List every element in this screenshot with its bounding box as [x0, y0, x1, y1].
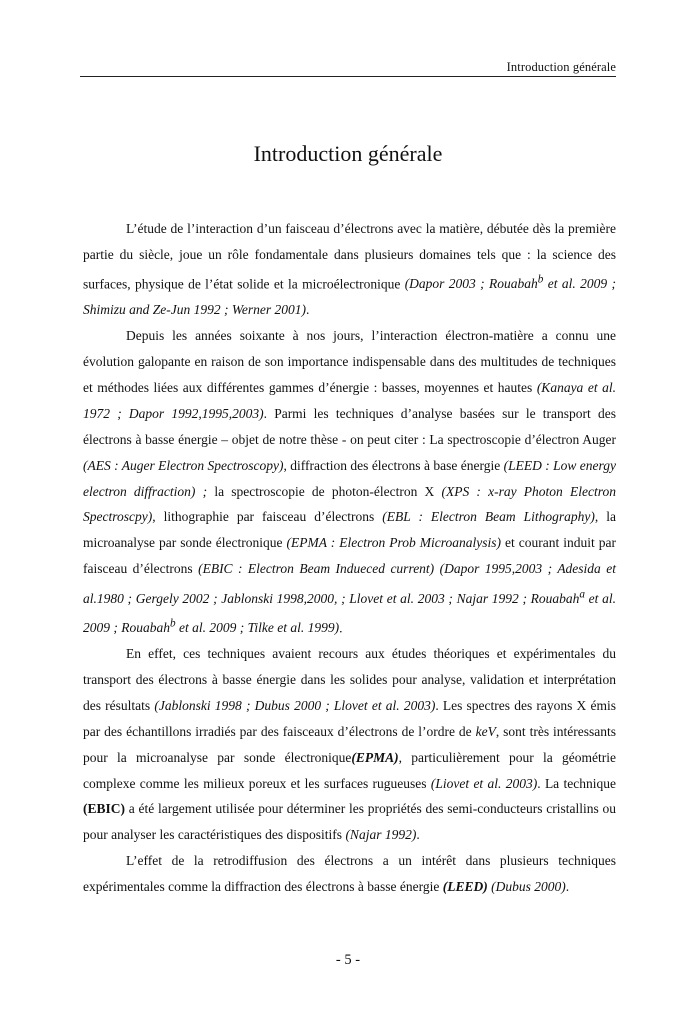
text-run: En effet, ces techniques avaient recours aux études théoriques et expérimentales du transport des électrons à basse énergie dans les solides pour analyse, validation et interprétation des résultats [83, 646, 616, 713]
page-title: Introduction générale [253, 141, 443, 166]
unit-kev: keV [475, 723, 496, 739]
text-run: . [416, 827, 420, 843]
body-text [83, 216, 616, 900]
superscript: a [579, 588, 585, 601]
citation: (Liovet et al. 2003) [430, 775, 538, 791]
superscript: b [170, 617, 176, 630]
acronym-epma: (EPMA : Electron Prob Microanalysis) [286, 535, 501, 551]
text-run: L’effet de la retrodiffusion des électrons a un intérêt dans plusieurs techniques expérimentales comme la diffraction des électrons à basse énergie [83, 853, 616, 895]
page-number: - 5 - [335, 952, 361, 968]
citation: (Dapor 2003 ; Rouabah$^b$ et al. 2009 ; Shimizu and Ze-Jun 1992 ; Werner 2001) [83, 273, 616, 318]
superscript: b [537, 273, 544, 286]
text-run: , la microanalyse par sonde électronique [83, 509, 616, 551]
acronym-leed: (LEED : Low energy electron diffraction) ; [83, 457, 617, 499]
running-header: Introduction générale [506, 60, 616, 74]
text-run: la spectroscopie de photon-électron X [207, 483, 442, 499]
text-run: . [305, 302, 310, 318]
text-run: . Les spectres des rayons X émis par des échantillons irradiés par des faisceaux d’électrons de l’ordre de [83, 697, 616, 739]
acronym-ebl: (EBL : Electron Beam Lithography) [382, 509, 595, 525]
text-run: et courant induit par faisceau d’électrons [83, 535, 617, 577]
header-rule [80, 76, 616, 77]
acronym-leed: (LEED) [442, 879, 488, 895]
acronym-ebic: (EBIC) [83, 801, 126, 817]
paragraph-4 [83, 848, 616, 900]
acronym-aes: (AES : Auger Electron Spectroscopy) [83, 457, 284, 473]
paragraph-1 [83, 216, 616, 323]
paragraph-2 [83, 323, 616, 641]
text-run: . La technique [537, 775, 616, 791]
text-run: , sont très intéressants pour la microanalyse par sonde électronique [83, 723, 616, 765]
citation: (Dubus 2000) [491, 879, 566, 895]
text-run: a été largement utilisée pour déterminer les propriétés des semi-conducteurs cristallins ou pour analyser les caractéristiques des dispositifs [83, 801, 616, 843]
citation: (Najar 1992) [345, 827, 417, 843]
text-run: . Parmi les techniques d’analyse basées sur le transport des électrons à basse énergie – objet de notre thèse - on peut citer : La spectroscopie d’électron Auger [83, 405, 616, 447]
text-run: . [565, 879, 570, 895]
text-run: L’étude de l’interaction d’un faisceau d’électrons avec la matière, débutée dès la première partie du siècle, joue un rôle fondamentale dans plusieurs domaines tels que : la science des surfaces, physique de l’état solide et la microélectronique [83, 221, 616, 292]
text-run: Depuis les années soixante à nos jours, l’interaction électron-matière a connu une évolution galopante en raison de son importance indispensable dans des multitudes de techniques et méthodes liées aux différentes gammes d’énergie : basses, moyennes et hautes [83, 328, 616, 395]
acronym-ebic: (EBIC : Electron Beam Indueced current) [198, 561, 435, 577]
citation: (Kanaya et al. 1972 ; Dapor 1992,1995,2003) [83, 379, 616, 421]
acronym-xps: (XPS : x-ray Photon Electron Spectroscpy) [83, 483, 616, 525]
text-run: , diffraction des électrons à base énergie [283, 457, 504, 473]
paragraph-3 [83, 641, 616, 848]
text-run: , lithographie par faisceau d’électrons [152, 509, 383, 525]
text-run: . [339, 620, 343, 636]
text-run: , particulièrement pour la géométrie complexe comme les milieux poreux et les surfaces rugueuses [83, 749, 617, 791]
citation: (Dapor 1995,2003 ; Adesida et al.1980 ; Gergely 2002 ; Jablonski 1998,2000, ; Llovet et al. 2003 ; Najar 1992 ; Rouabah$^a$ et al. 2009 ; Rouabah$^b$ et al. 2009 ; Tilke et al. 1999) [83, 561, 616, 636]
citation: (Jablonski 1998 ; Dubus 2000 ; Llovet et al. 2003) [154, 697, 436, 713]
acronym-epma: (EPMA) [351, 749, 399, 765]
